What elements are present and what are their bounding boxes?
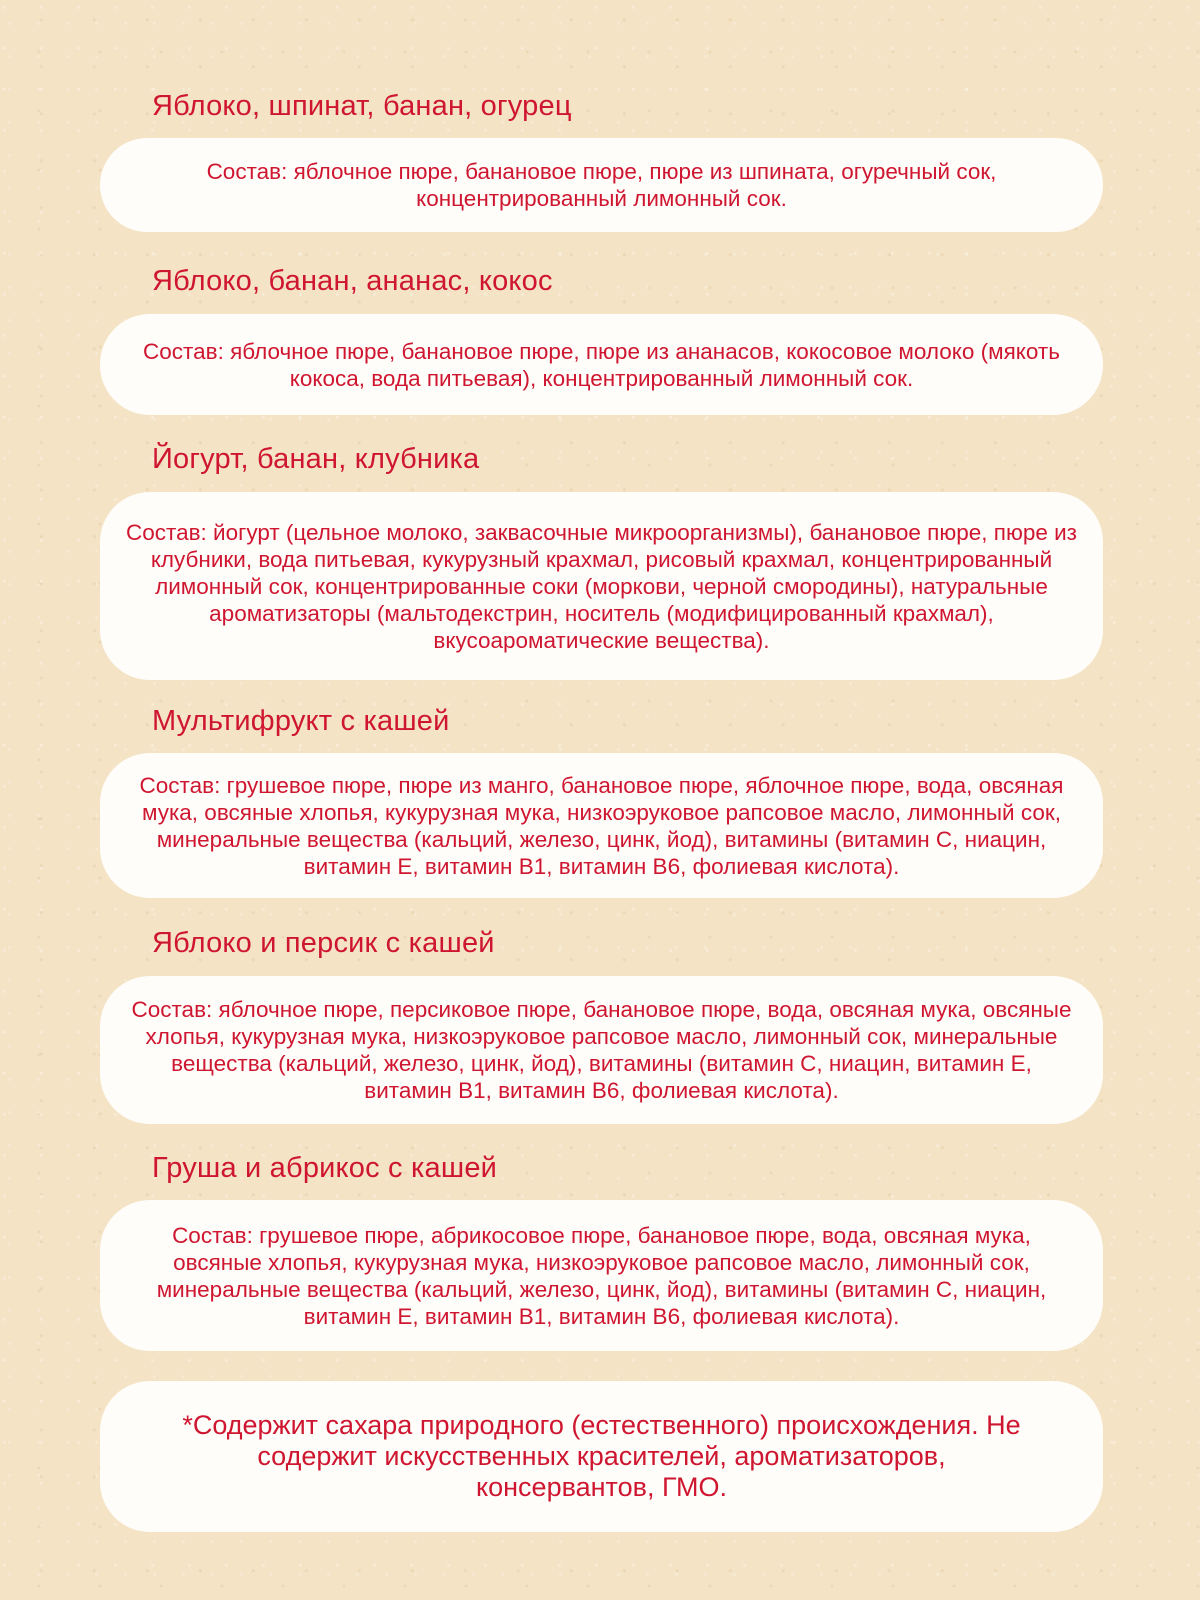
composition-text: Состав: яблочное пюре, персиковое пюре, банановое пюре, вода, овсяная мука, овсяные хлопья, кукурузная мука, низкоэруковое рапсовое масло, лимонный сок, минеральные вещества (кальций, железо, цинк, йод), витамины (витамин С, ниацин, витамин Е, витамин В1, витамин В6, фолиевая кислота).	[131, 997, 1072, 1103]
disclaimer-text: *Содержит сахара природного (естественного) происхождения. Не содержит искусственных красителей, ароматизаторов, консервантов, ГМО.	[182, 1410, 1021, 1502]
composition-card-apple-pineapple	[100, 314, 1103, 415]
product-title-apple-pineapple: Яблоко, банан, ананас, кокос	[152, 265, 553, 297]
product-title-pear-apricot: Груша и абрикос с кашей	[152, 1152, 498, 1184]
composition-text: Состав: яблочное пюре, банановое пюре, пюре из ананасов, кокосовое молоко (мякоть кокоса, вода питьевая), концентрированный лимонный сок.	[143, 338, 1060, 391]
product-title-yogurt-strawberry: Йогурт, банан, клубника	[152, 443, 480, 475]
composition-card-apple-spinach	[100, 138, 1103, 232]
disclaimer-note	[100, 1381, 1103, 1532]
composition-text: Состав: грушевое пюре, пюре из манго, банановое пюре, яблочное пюре, вода, овсяная мука, овсяные хлопья, кукурузная мука, низкоэруковое рапсовое масло, лимонный сок, минеральные вещества (кальций, железо, цинк, йод), витамины (витамин С, ниацин, витамин Е, витамин В1, витамин В6, фолиевая кислота).	[139, 772, 1064, 879]
composition-card-multifruit	[100, 753, 1103, 898]
composition-card-pear-apricot	[100, 1200, 1103, 1351]
composition-text: Состав: яблочное пюре, банановое пюре, пюре из шпината, огуречный сок, концентрированный лимонный сок.	[206, 159, 997, 211]
composition-text: Состав: грушевое пюре, абрикосовое пюре, банановое пюре, вода, овсяная мука, овсяные хлопья, кукурузная мука, низкоэруковое рапсовое масло, лимонный сок, минеральные вещества (кальций, железо, цинк, йод), витамины (витамин С, ниацин, витамин Е, витамин В1, витамин В6, фолиевая кислота).	[156, 1222, 1047, 1329]
composition-text: Состав: йогурт (цельное молоко, заквасочные микроорганизмы), банановое пюре, пюре из клубники, вода питьевая, кукурузный крахмал, рисовый крахмал, концентрированный лимонный сок, концентрированные соки (моркови, черной смородины), натуральные ароматизаторы (мальтодекстрин, носитель (модифицированный крахмал), вкусоароматические вещества).	[126, 519, 1077, 653]
composition-card-yogurt-strawberry	[100, 492, 1103, 680]
product-title-apple-spinach: Яблоко, шпинат, банан, огурец	[152, 90, 572, 122]
product-title-apple-peach: Яблоко и персик с кашей	[152, 927, 495, 959]
product-title-multifruit: Мультифрукт с кашей	[152, 705, 450, 737]
composition-card-apple-peach	[100, 976, 1103, 1124]
